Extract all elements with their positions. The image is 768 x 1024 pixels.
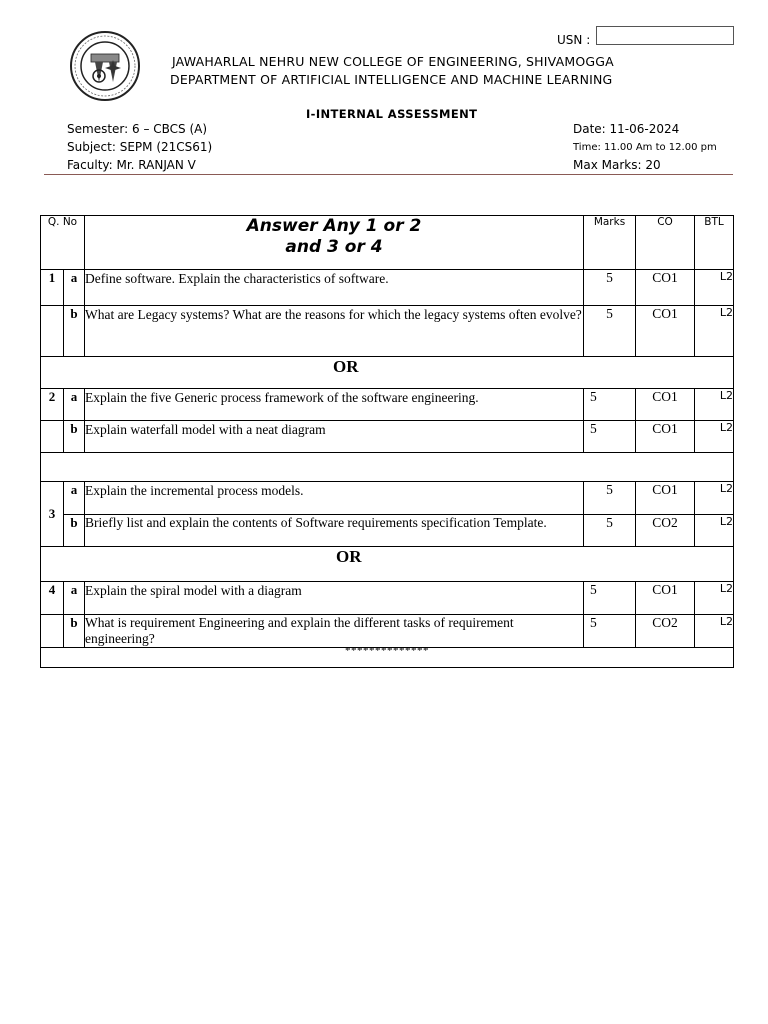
question-marks: 5: [584, 515, 636, 547]
question-co: CO1: [636, 306, 695, 357]
end-row: [41, 648, 734, 668]
table-row: [41, 270, 734, 306]
header-instructions: [85, 216, 584, 270]
question-btl: L2: [695, 270, 734, 306]
question-marks: 5: [584, 389, 636, 421]
question-btl: L2: [695, 515, 734, 547]
date-text: Date: 11-06-2024: [573, 122, 680, 136]
question-number: 1: [41, 270, 64, 306]
question-marks: 5: [584, 421, 636, 453]
instructions-line1: Answer Any 1 or 2: [246, 216, 422, 236]
question-text: Explain the spiral model with a diagram: [85, 582, 584, 615]
question-part: b: [64, 421, 85, 453]
table-row: [41, 515, 734, 547]
time-text: Time: 11.00 Am to 12.00 pm: [573, 142, 717, 153]
table-row: [41, 421, 734, 453]
table-row: [41, 389, 734, 421]
question-btl: L2: [695, 421, 734, 453]
department-name: DEPARTMENT OF ARTIFICIAL INTELLIGENCE AND MACHINE LEARNING: [170, 72, 613, 87]
question-text: Explain the five Generic process framework of the software engineering.: [85, 389, 584, 421]
question-part: a: [64, 582, 85, 615]
header-qno: Q. No: [41, 216, 85, 270]
question-table: [40, 215, 734, 668]
question-btl: L2: [695, 389, 734, 421]
question-part: b: [64, 306, 85, 357]
usn-input-box[interactable]: [596, 26, 734, 45]
table-row: [41, 582, 734, 615]
question-text: What is requirement Engineering and explain the different tasks of requirement engineering?: [85, 615, 584, 648]
question-marks: 5: [584, 270, 636, 306]
question-text: Define software. Explain the characteristics of software.: [85, 270, 584, 306]
question-part: a: [64, 389, 85, 421]
question-marks: 5: [584, 482, 636, 515]
question-co: CO2: [636, 515, 695, 547]
question-number: 4: [41, 582, 64, 615]
college-name: JAWAHARLAL NEHRU NEW COLLEGE OF ENGINEERING, SHIVAMOGGA: [172, 54, 614, 69]
question-btl: L2: [695, 482, 734, 515]
table-row: [41, 615, 734, 648]
or-label: OR: [333, 357, 359, 376]
question-co: CO1: [636, 389, 695, 421]
blank-separator-row: [41, 453, 734, 482]
question-marks: 5: [584, 306, 636, 357]
table-row: [41, 306, 734, 357]
table-row: [41, 482, 734, 515]
faculty-text: Faculty: Mr. RANJAN V: [67, 158, 196, 172]
end-marker: **************: [41, 648, 734, 668]
question-co: CO1: [636, 421, 695, 453]
assessment-title: I-INTERNAL ASSESSMENT: [306, 107, 478, 121]
question-number: 2: [41, 389, 64, 421]
question-btl: L2: [695, 615, 734, 648]
max-marks-text: Max Marks: 20: [573, 158, 661, 172]
question-co: CO1: [636, 482, 695, 515]
question-btl: L2: [695, 582, 734, 615]
question-part: b: [64, 615, 85, 648]
header-btl: BTL: [695, 216, 734, 270]
semester-text: Semester: 6 – CBCS (A): [67, 122, 208, 136]
question-part: b: [64, 515, 85, 547]
question-part: a: [64, 270, 85, 306]
question-text: Explain the incremental process models.: [85, 482, 584, 515]
header-co: CO: [636, 216, 695, 270]
question-number: 3: [41, 482, 64, 547]
subject-text: Subject: SEPM (21CS61): [67, 140, 213, 154]
header-divider: [44, 174, 733, 175]
question-number: [41, 306, 64, 357]
question-marks: 5: [584, 615, 636, 648]
question-text: Explain waterfall model with a neat diagram: [85, 421, 584, 453]
question-text: Briefly list and explain the contents of Software requirements specification Template.: [85, 515, 584, 547]
question-part: a: [64, 482, 85, 515]
question-co: CO1: [636, 582, 695, 615]
question-marks: 5: [584, 582, 636, 615]
header-marks: Marks: [584, 216, 636, 270]
instructions-line2: and 3 or 4: [285, 237, 383, 257]
question-number: [41, 615, 64, 648]
question-co: CO2: [636, 615, 695, 648]
table-header-row: [41, 216, 734, 270]
question-number: [41, 421, 64, 453]
or-separator-row: [41, 357, 734, 389]
question-co: CO1: [636, 270, 695, 306]
college-logo-icon: [69, 30, 141, 102]
question-btl: L2: [695, 306, 734, 357]
usn-label: USN :: [557, 33, 591, 47]
or-separator-row: [41, 547, 734, 582]
question-text: What are Legacy systems? What are the reasons for which the legacy systems often evolve?: [85, 306, 584, 357]
or-label: OR: [336, 547, 362, 566]
